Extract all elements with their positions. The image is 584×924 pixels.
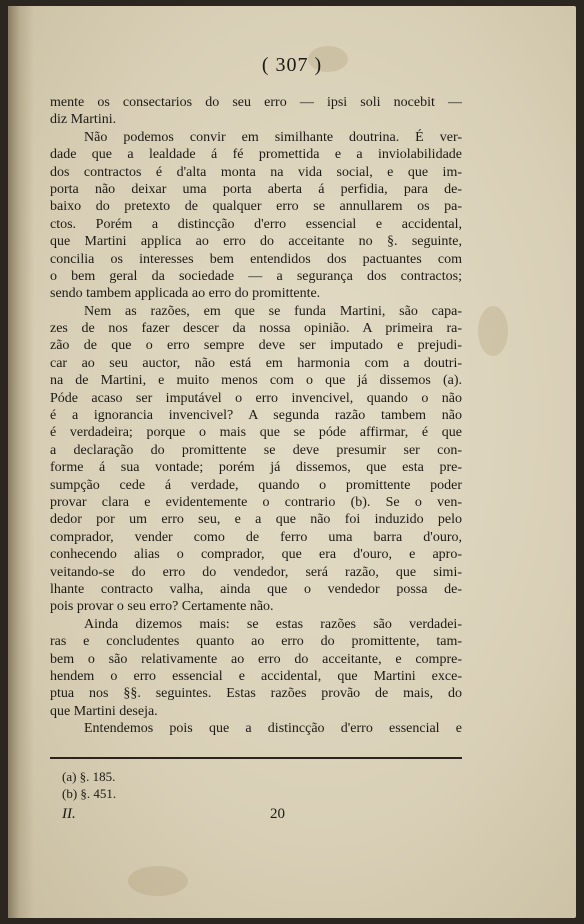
text-line: bem o são relativamente ao erro do acceitante, e compre- bbox=[50, 651, 462, 667]
footnote: (b) §. 451. bbox=[62, 786, 117, 801]
text-line: dedor por um erro seu, e a que não foi induzido pelo bbox=[50, 512, 462, 528]
text-line: que Martini deseja. bbox=[50, 703, 158, 719]
text-line: provar clara e evidentemente o contrario (b). Se o ven- bbox=[50, 494, 462, 510]
text-line: lhante contracto valha, ainda que o vendedor possa de- bbox=[50, 581, 462, 597]
text-line: conhecendo alias o comprador, que era d'ouro, e apro- bbox=[50, 547, 462, 563]
text-line: dos contractos é d'alta monta na vida social, e que im- bbox=[50, 164, 462, 180]
page-gutter-shadow bbox=[8, 6, 34, 918]
text-line: que Martini applica ao erro do acceitante no §. seguinte, bbox=[50, 234, 462, 250]
text-line: sendo tambem applicada ao erro do promittente. bbox=[50, 286, 321, 302]
text-line: ras e concludentes quanto ao erro do promittente, tam- bbox=[50, 634, 462, 650]
text-line: Entendemos pois que a distincção d'erro essencial e bbox=[84, 721, 462, 737]
text-line: concilia os interesses bem entendidos dos pactuantes com bbox=[50, 251, 462, 267]
text-line: Não podemos convir em similhante doutrina. É ver- bbox=[84, 129, 462, 145]
text-line: o bem geral da sociedade — a segurança dos contractos; bbox=[50, 268, 462, 284]
paper-stain bbox=[478, 306, 508, 356]
footnote-rule bbox=[50, 757, 462, 759]
text-line: a declaração do promittente se deve presumir ser con- bbox=[50, 442, 462, 458]
text-line: é a ignorancia invencivel? A segunda razão tambem não bbox=[50, 408, 462, 424]
footnote: (a) §. 185. bbox=[62, 769, 116, 784]
signature-mark: II. bbox=[62, 806, 76, 822]
paper-stain bbox=[128, 866, 188, 896]
text-line: veitando-se do erro do vendedor, será razão, que simi- bbox=[50, 564, 462, 580]
text-line: ctos. Porém a distincção d'erro essencial e accidental, bbox=[50, 216, 462, 232]
text-line: baixo do pretexto de qualquer erro se annullarem os pa- bbox=[50, 199, 462, 215]
text-line: comprador, vender como de ferro uma barra d'ouro, bbox=[50, 529, 462, 545]
text-line: mente os consectarios do seu erro — ipsi soli nocebit — bbox=[50, 95, 462, 110]
text-line: diz Martini. bbox=[50, 112, 117, 128]
text-line: forme á sua vontade; porém já dissemos, que esta pre- bbox=[50, 460, 462, 476]
text-line: Nem as razões, em que se funda Martini, são capa- bbox=[84, 303, 462, 319]
text-line: zes de nos fazer descer da nossa opinião. A primeira ra- bbox=[50, 321, 462, 337]
body-text bbox=[50, 94, 462, 737]
footnotes bbox=[62, 768, 116, 802]
text-line: zão de que o erro sempre deve ser imputado e prejudi- bbox=[50, 338, 462, 354]
text-line: ptua nos §§. seguintes. Estas razões provão de mais, do bbox=[50, 686, 462, 702]
text-line: porta não deixar uma porta aberta á perfidia, para de- bbox=[50, 181, 462, 197]
text-line: sumpção cede á verdade, quando o promittente poder bbox=[50, 477, 462, 493]
text-line: pois provar o seu erro? Certamente não. bbox=[50, 599, 274, 615]
text-line: na de Martini, e muito menos com o que já dissemos (a). bbox=[50, 373, 462, 389]
text-line: Póde acaso ser imputável o erro invencivel, quando o não bbox=[50, 390, 462, 406]
page-number: ( 307 ) bbox=[261, 54, 323, 76]
text-line: hendem o erro essencial e accidental, que Martini exce- bbox=[50, 668, 462, 684]
text-line: dade que a lealdade á fé promettida e a inviolabilidade bbox=[50, 147, 462, 163]
text-line: car ao seu auctor, não está em harmonia com a doutri- bbox=[50, 355, 462, 371]
text-line: Ainda dizemos mais: se estas razões são verdadei- bbox=[84, 616, 462, 632]
text-line: é verdadeira; porque o mais que se póde affirmar, é que bbox=[50, 425, 462, 441]
sheet-number: 20 bbox=[270, 806, 285, 822]
